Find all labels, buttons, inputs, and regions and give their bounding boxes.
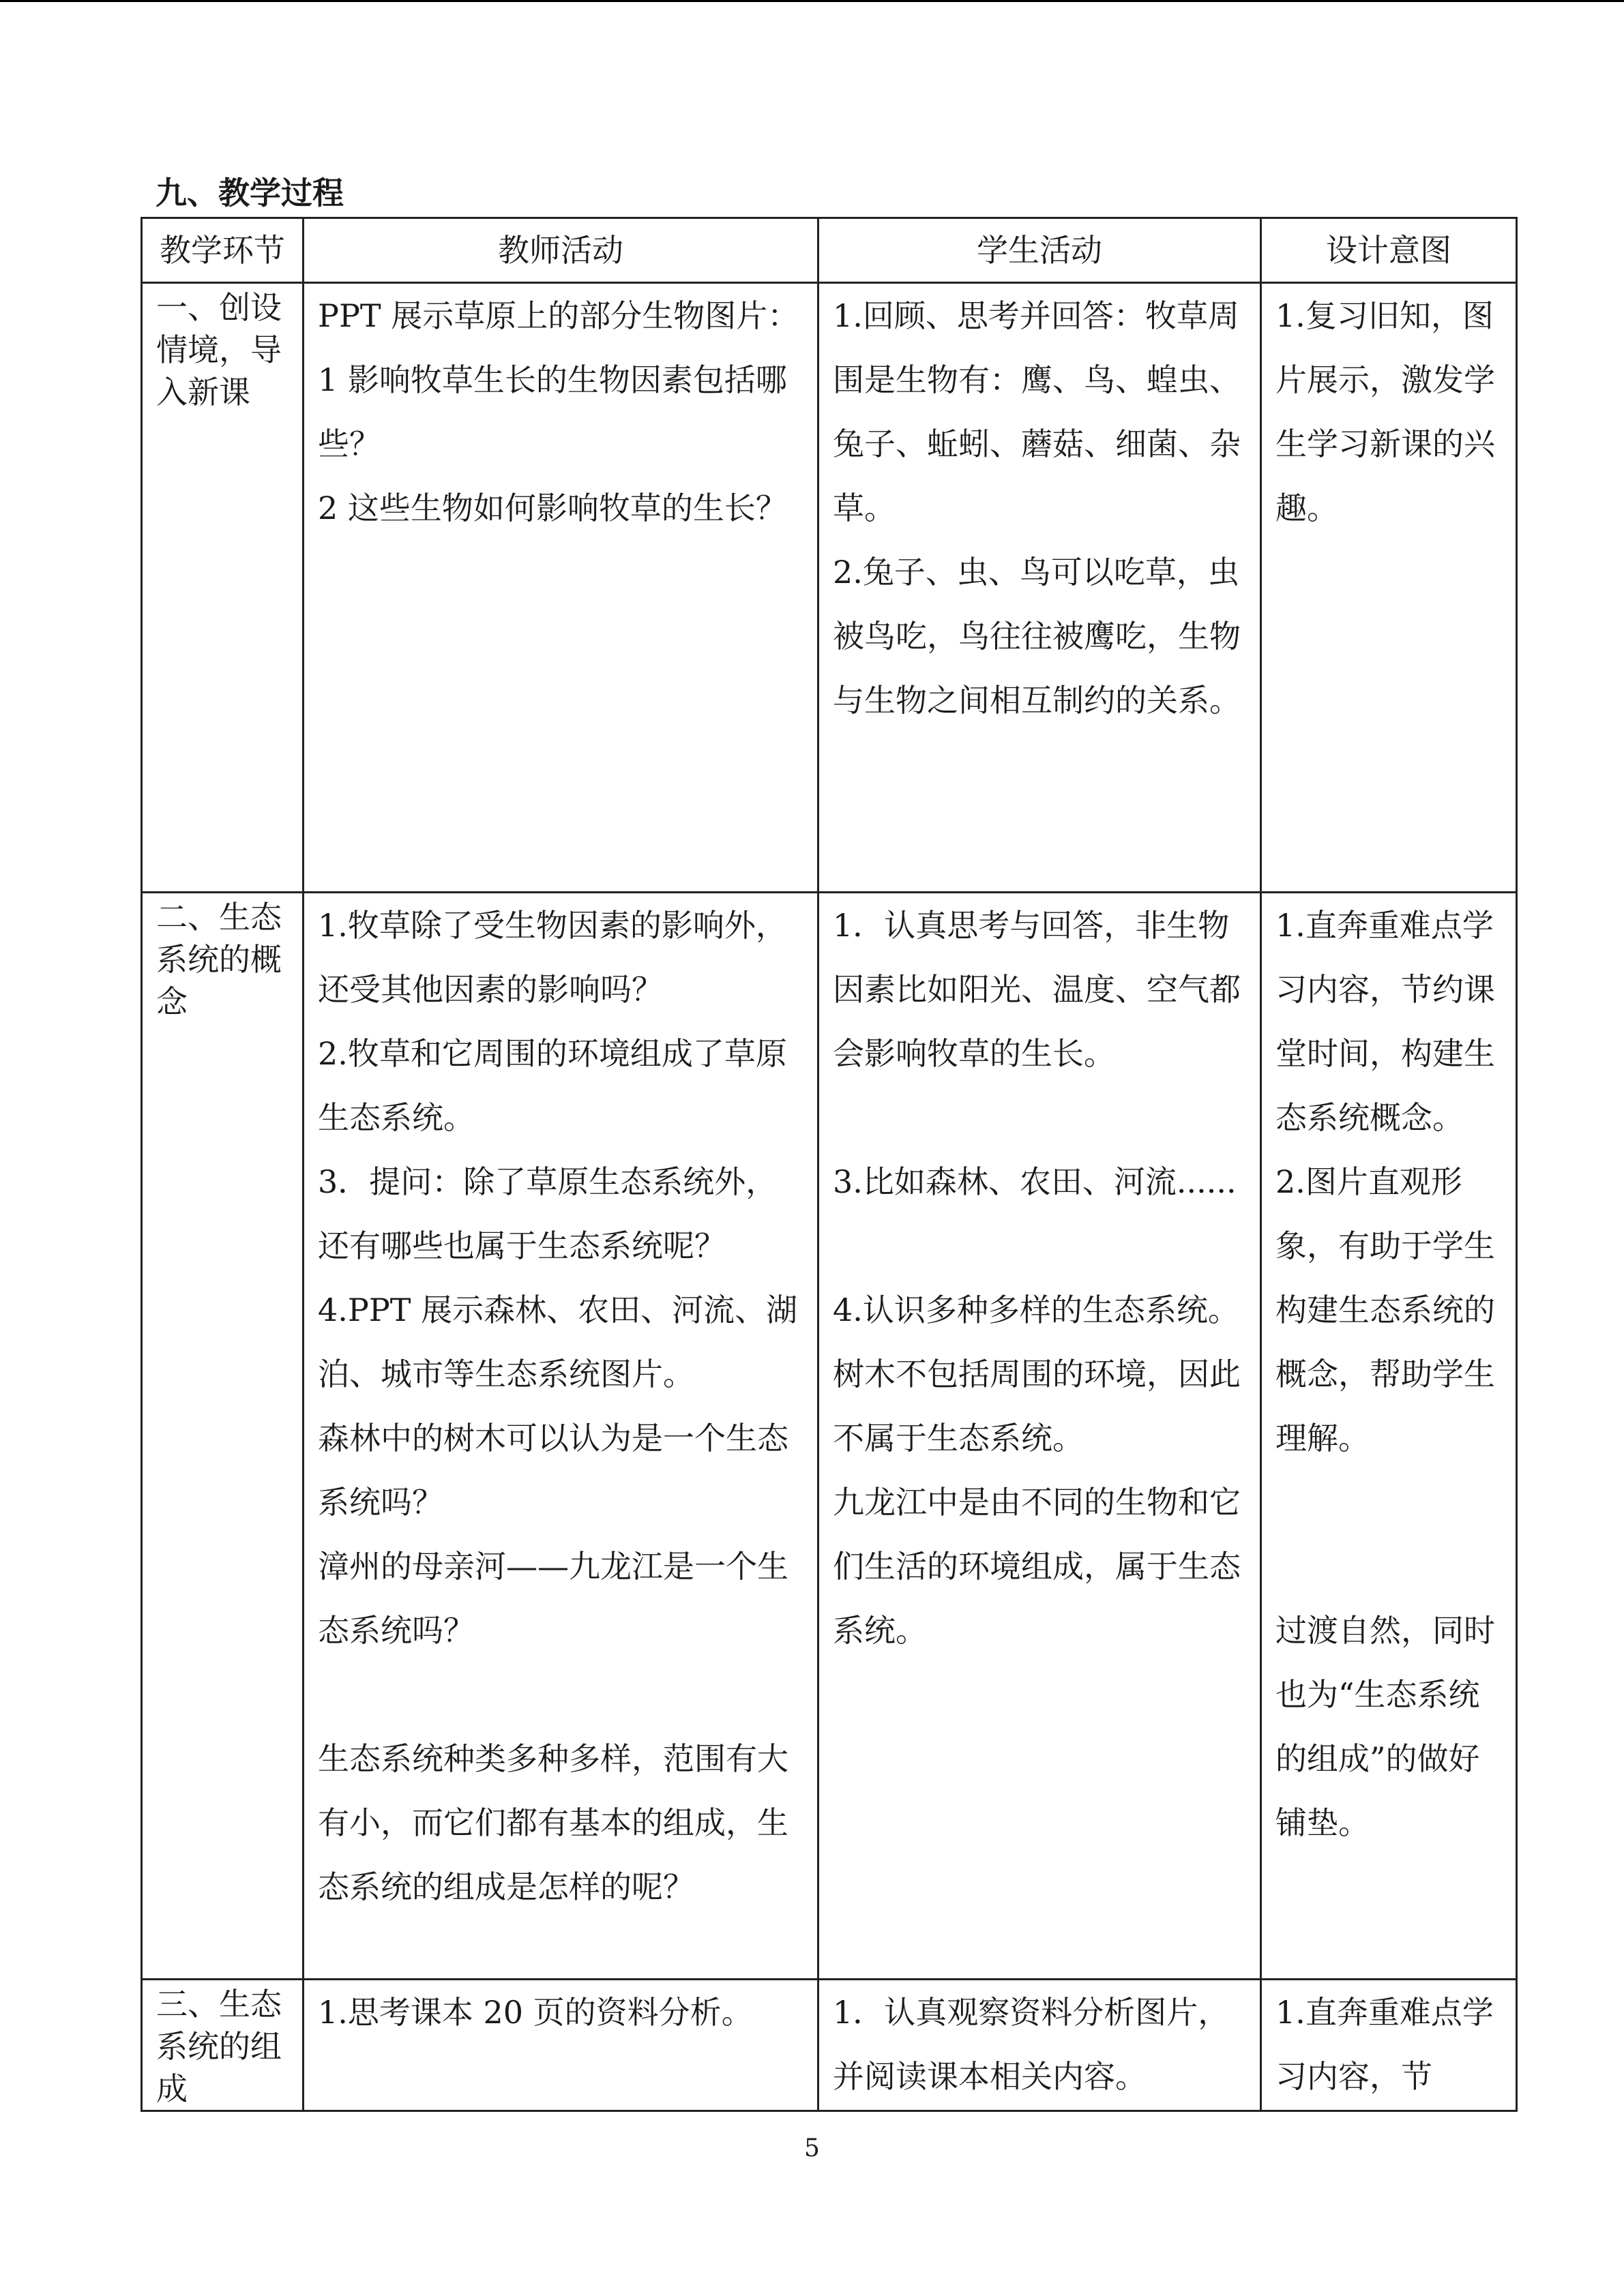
teacher-paragraph: 2.牧草和它周围的环境组成了草原生态系统。 <box>318 1035 787 1136</box>
teaching-process-table <box>141 217 1518 2112</box>
teacher-paragraph: 生态系统种类多种多样，范围有大有小，而它们都有基本的组成，生态系统的组成是怎样的呢？ <box>318 1740 788 1905</box>
student-paragraph: 3.比如森林、农田、河流...... <box>833 1163 1237 1200</box>
student-paragraph: 4.认识多种多样的生态系统。树木不包括周围的环境，因此不属于生态系统。 <box>833 1292 1241 1457</box>
stage-cell: 二、生态系统的概念 <box>142 893 304 1980</box>
top-border-line <box>0 0 1624 2</box>
spacer <box>1275 1470 1502 1534</box>
stage-cell: 一、创设情境，导入新课 <box>142 283 304 893</box>
student-paragraph: 1.回顾、思考并回答：牧草周围是生物有：鹰、鸟、蝗虫、兔子、蚯蚓、蘑菇、细菌、杂草。 <box>833 297 1241 526</box>
intent-paragraph: 2.图片直观形象，有助于学生构建生态系统的概念，帮助学生理解。 <box>1275 1163 1495 1457</box>
student-paragraph: 九龙江中是由不同的生物和它们生活的环境组成，属于生态系统。 <box>833 1484 1241 1649</box>
teacher-paragraph: 3．提问：除了草原生态系统外，还有哪些也属于生态系统呢？ <box>318 1163 778 1264</box>
stage-cell: 三、生态系统的组成 <box>142 1980 304 2111</box>
intent-paragraph: 过渡自然，同时也为“生态系统的组成”的做好铺垫。 <box>1275 1612 1495 1841</box>
teacher-activity-cell <box>304 283 818 893</box>
student-activity-cell <box>818 1980 1261 2111</box>
teacher-activity-cell <box>304 1980 818 2111</box>
teacher-paragraph: PPT 展示草原上的部分生物图片： <box>318 297 799 334</box>
student-paragraph: 1．认真思考与回答，非生物因素比如阳光、温度、空气都会影响牧草的生长。 <box>833 907 1241 1072</box>
table-row <box>142 283 1517 893</box>
table-row <box>142 893 1517 1980</box>
teacher-paragraph: 森林中的树木可以认为是一个生态系统吗？ <box>318 1420 788 1521</box>
header-stage: 教学环节 <box>142 218 304 283</box>
teacher-paragraph: 1 影响牧草生长的生物因素包括哪些？ <box>318 361 787 462</box>
section-title: 九、教学过程 <box>156 175 344 211</box>
header-student-activity: 学生活动 <box>818 218 1261 283</box>
teacher-paragraph: 1.思考课本 20 页的资料分析。 <box>318 1994 753 2031</box>
design-intent-cell <box>1261 1980 1517 2111</box>
header-teacher-activity: 教师活动 <box>304 218 818 283</box>
spacer <box>1275 1534 1502 1598</box>
intent-paragraph: 1.直奔重难点学习内容，节 <box>1275 1994 1494 2095</box>
student-paragraph: 2.兔子、虫、鸟可以吃草，虫被鸟吃，鸟往往被鹰吃，生物与生物之间相互制约的关系。 <box>833 554 1241 719</box>
spacer <box>318 1663 803 1727</box>
spacer <box>833 1214 1246 1278</box>
teacher-paragraph: 2 这些生物如何影响牧草的生长？ <box>318 490 787 526</box>
spacer <box>833 1086 1246 1150</box>
student-activity-cell <box>818 893 1261 1980</box>
design-intent-cell <box>1261 283 1517 893</box>
table-row <box>142 1980 1517 2111</box>
header-design-intent: 设计意图 <box>1261 218 1517 283</box>
page-number: 5 <box>804 2134 820 2162</box>
intent-paragraph: 1.复习旧知，图片展示，激发学生学习新课的兴趣。 <box>1275 297 1495 526</box>
intent-paragraph: 1.直奔重难点学习内容，节约课堂时间，构建生态系统概念。 <box>1275 907 1495 1136</box>
teacher-paragraph: 1.牧草除了受生物因素的影响外，还受其他因素的影响吗？ <box>318 907 787 1008</box>
student-paragraph: 1．认真观察资料分析图片，并阅读课本相关内容。 <box>833 1994 1230 2095</box>
design-intent-cell <box>1261 893 1517 1980</box>
student-activity-cell <box>818 283 1261 893</box>
teacher-paragraph: 4.PPT 展示森林、农田、河流、湖泊、城市等生态系统图片。 <box>318 1292 798 1392</box>
teacher-paragraph: 漳州的母亲河——九龙江是一个生态系统吗？ <box>318 1548 788 1649</box>
teacher-activity-cell <box>304 893 818 1980</box>
table-header-row <box>142 218 1517 283</box>
